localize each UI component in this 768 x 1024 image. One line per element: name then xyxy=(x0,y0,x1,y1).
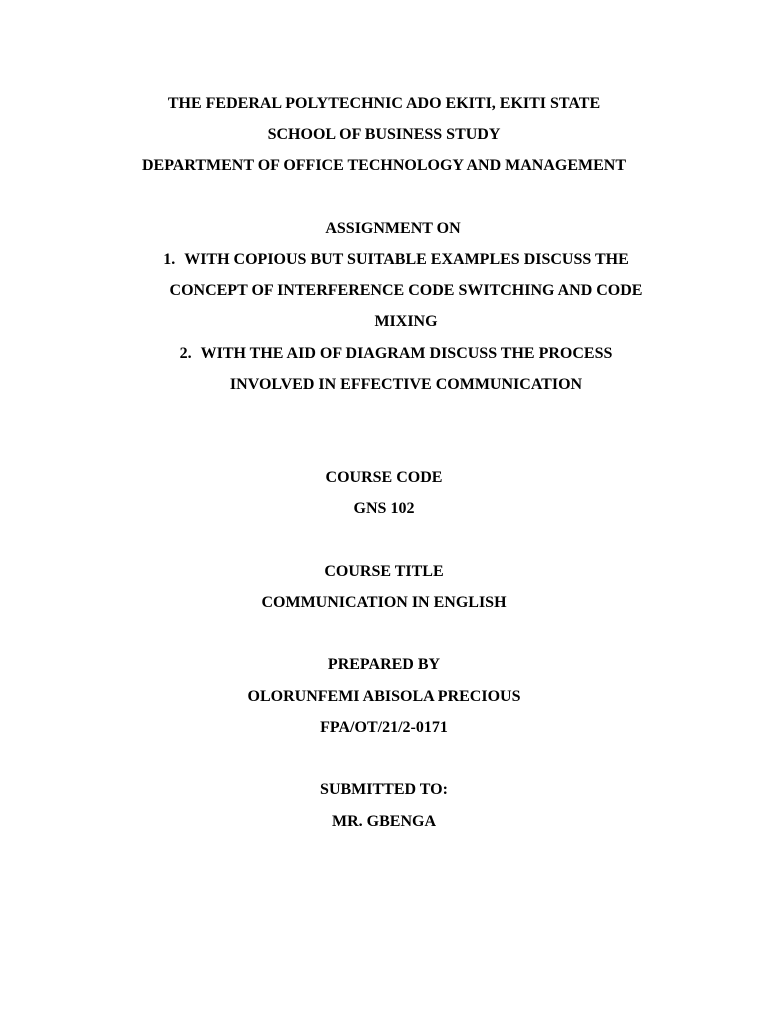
matric-number-text: FPA/OT/21/2-0171 xyxy=(320,719,448,736)
question-1-text-2: CONCEPT OF INTERFERENCE CODE SWITCHING AND CODE xyxy=(169,282,643,299)
student-name xyxy=(0,687,768,707)
lecturer-name-text: MR. GBENGA xyxy=(332,813,436,830)
course-code-label xyxy=(0,468,768,488)
course-title-value-text: COMMUNICATION IN ENGLISH xyxy=(261,594,507,611)
question-1-line-1-wrap xyxy=(163,251,629,268)
course-code-label-text: COURSE CODE xyxy=(325,469,443,486)
department-title-text: DEPARTMENT OF OFFICE TECHNOLOGY AND MANAGEMENT xyxy=(141,157,627,174)
assignment-heading xyxy=(0,219,768,239)
school-title-text: SCHOOL OF BUSINESS STUDY xyxy=(267,126,501,143)
prepared-by-label-text: PREPARED BY xyxy=(327,656,441,673)
question-2-line-1-wrap xyxy=(180,345,613,362)
department-title xyxy=(0,156,768,176)
institution-title xyxy=(0,94,768,114)
course-code-value xyxy=(0,499,768,519)
course-title-label xyxy=(0,562,768,582)
assignment-heading-text: ASSIGNMENT ON xyxy=(325,220,461,237)
lecturer-name xyxy=(0,812,768,832)
question-2-text-1: WITH THE AID OF DIAGRAM DISCUSS THE PROCESS xyxy=(200,345,613,362)
question-2-text-2: INVOLVED IN EFFECTIVE COMMUNICATION xyxy=(229,376,583,393)
question-1-line-2 xyxy=(0,281,768,301)
school-title xyxy=(0,125,768,145)
question-1-text-3: MIXING xyxy=(374,313,438,330)
question-1-text-1: WITH COPIOUS BUT SUITABLE EXAMPLES DISCUSS THE xyxy=(184,251,629,268)
question-1-line-1 xyxy=(0,250,768,270)
question-2-line-1 xyxy=(0,344,768,364)
submitted-to-label xyxy=(0,780,768,800)
question-1-number: 1. xyxy=(163,251,176,268)
submitted-to-label-text: SUBMITTED TO: xyxy=(320,781,448,798)
course-code-value-text: GNS 102 xyxy=(353,500,415,517)
matric-number xyxy=(0,718,768,738)
course-title-value xyxy=(0,593,768,613)
student-name-text: OLORUNFEMI ABISOLA PRECIOUS xyxy=(247,688,521,705)
course-title-label-text: COURSE TITLE xyxy=(324,563,444,580)
prepared-by-label xyxy=(0,655,768,675)
question-1-line-3 xyxy=(0,312,768,332)
question-2-number: 2. xyxy=(179,345,192,362)
institution-title-text: THE FEDERAL POLYTECHNIC ADO EKITI, EKITI STATE xyxy=(167,95,601,112)
question-2-line-2 xyxy=(0,375,768,395)
